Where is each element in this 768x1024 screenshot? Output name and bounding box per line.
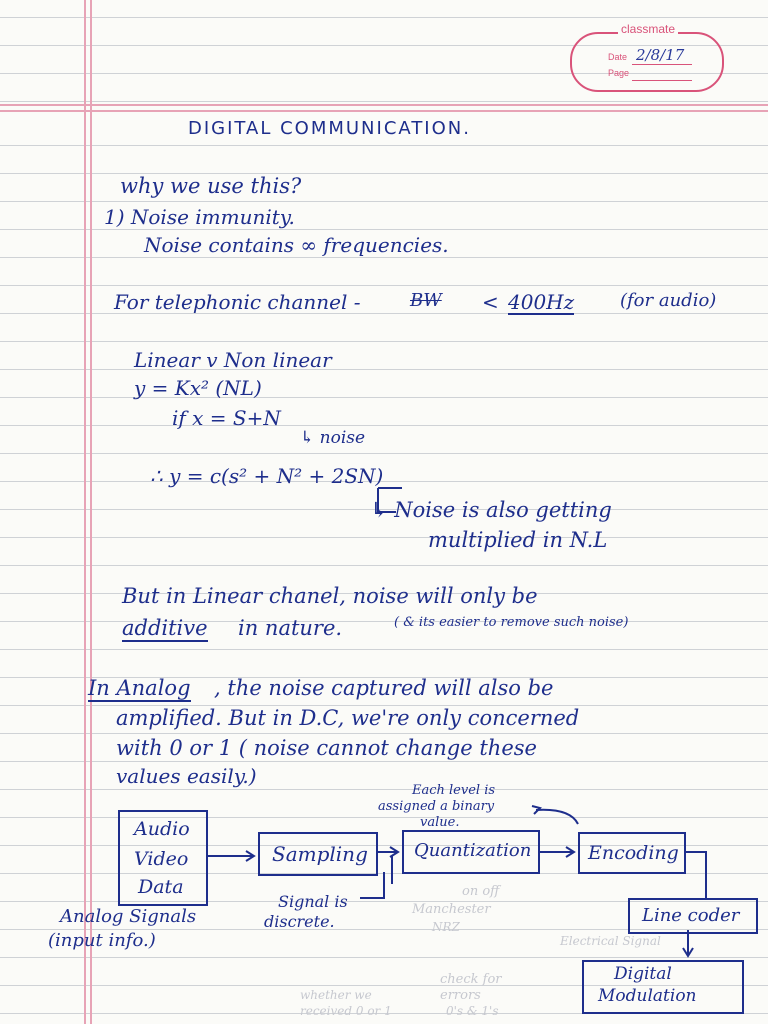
analog-line4: values easily.) <box>116 764 257 788</box>
input-video: Video <box>134 848 189 870</box>
bleed-text: 0's & 1's <box>446 1004 499 1018</box>
bleed-text: on off <box>462 884 500 899</box>
noise-multiplied-line2: multiplied in N.L <box>428 528 608 552</box>
additive-word: additive <box>122 616 208 640</box>
bleed-text: Electrical Signal <box>560 934 661 948</box>
point-noise-immunity: 1) Noise immunity. <box>104 205 295 229</box>
digital-mod-line1: Digital <box>614 964 672 984</box>
digital-mod-line2: Modulation <box>598 986 697 1006</box>
bleed-text: NRZ <box>432 920 460 934</box>
input-info-label: (input info.) <box>48 930 156 951</box>
easier-remove-aside: ( & its easier to remove such noise) <box>394 615 629 630</box>
noise-frequencies-note: Noise contains ∞ frequencies. <box>144 233 449 257</box>
date-label: Date <box>608 52 628 62</box>
date-value: 2/8/17 <box>636 46 685 64</box>
linear-heading: Linear v Non linear <box>134 348 332 372</box>
analog-signals-label: Analog Signals <box>60 906 197 927</box>
audio-note: (for audio) <box>620 290 717 311</box>
signal-note-line2: discrete. <box>264 912 335 931</box>
equation-nonlinear: y = Kx² (NL) <box>134 376 262 400</box>
bleed-text: check for <box>440 972 502 987</box>
badge-brand: classmate <box>618 22 678 36</box>
noise-multiplied-line1: ↳ Noise is also getting <box>370 498 612 522</box>
signal-note-line1: Signal is <box>278 892 348 911</box>
bleed-text: Manchester <box>412 902 491 917</box>
bleed-text: errors <box>440 988 481 1003</box>
analog-word: In Analog <box>88 676 191 700</box>
quant-note-line1: Each level is <box>412 783 496 798</box>
struck-text: BW <box>410 290 442 311</box>
page-title: DIGITAL COMMUNICATION. <box>188 118 471 139</box>
analog-line2: amplified. But in D.C, we're only concerned <box>116 706 580 730</box>
linear-channel-line1: But in Linear chanel, noise will only be <box>122 584 538 608</box>
telephonic-label: For telephonic channel - <box>114 290 361 314</box>
page-label: Page <box>608 68 630 78</box>
encoding-label: Encoding <box>588 842 679 864</box>
less-than-sign: < <box>482 290 499 314</box>
input-audio: Audio <box>134 818 190 840</box>
sampling-label: Sampling <box>272 842 368 866</box>
quantization-label: Quantization <box>414 840 532 861</box>
equation-substitution: if x = S+N <box>172 406 281 430</box>
line-coder-label: Line coder <box>642 905 740 926</box>
input-data: Data <box>138 876 184 898</box>
quant-note-line3: value. <box>420 815 460 830</box>
noise-label: ↳ noise <box>300 428 366 448</box>
in-nature-text: in nature. <box>238 616 343 640</box>
analog-line1-rest: , the noise captured will also be <box>214 676 554 700</box>
quant-note-line2: assigned a binary <box>378 799 495 814</box>
bandwidth-value: 400Hz <box>508 290 575 314</box>
bleed-text: received 0 or 1 <box>300 1004 392 1018</box>
analog-line3: with 0 or 1 ( noise cannot change these <box>116 736 537 760</box>
equation-expanded: ∴ y = c(s² + N² + 2SN) <box>150 464 384 488</box>
bleed-text: whether we <box>300 988 372 1002</box>
why-question: why we use this? <box>120 174 302 198</box>
